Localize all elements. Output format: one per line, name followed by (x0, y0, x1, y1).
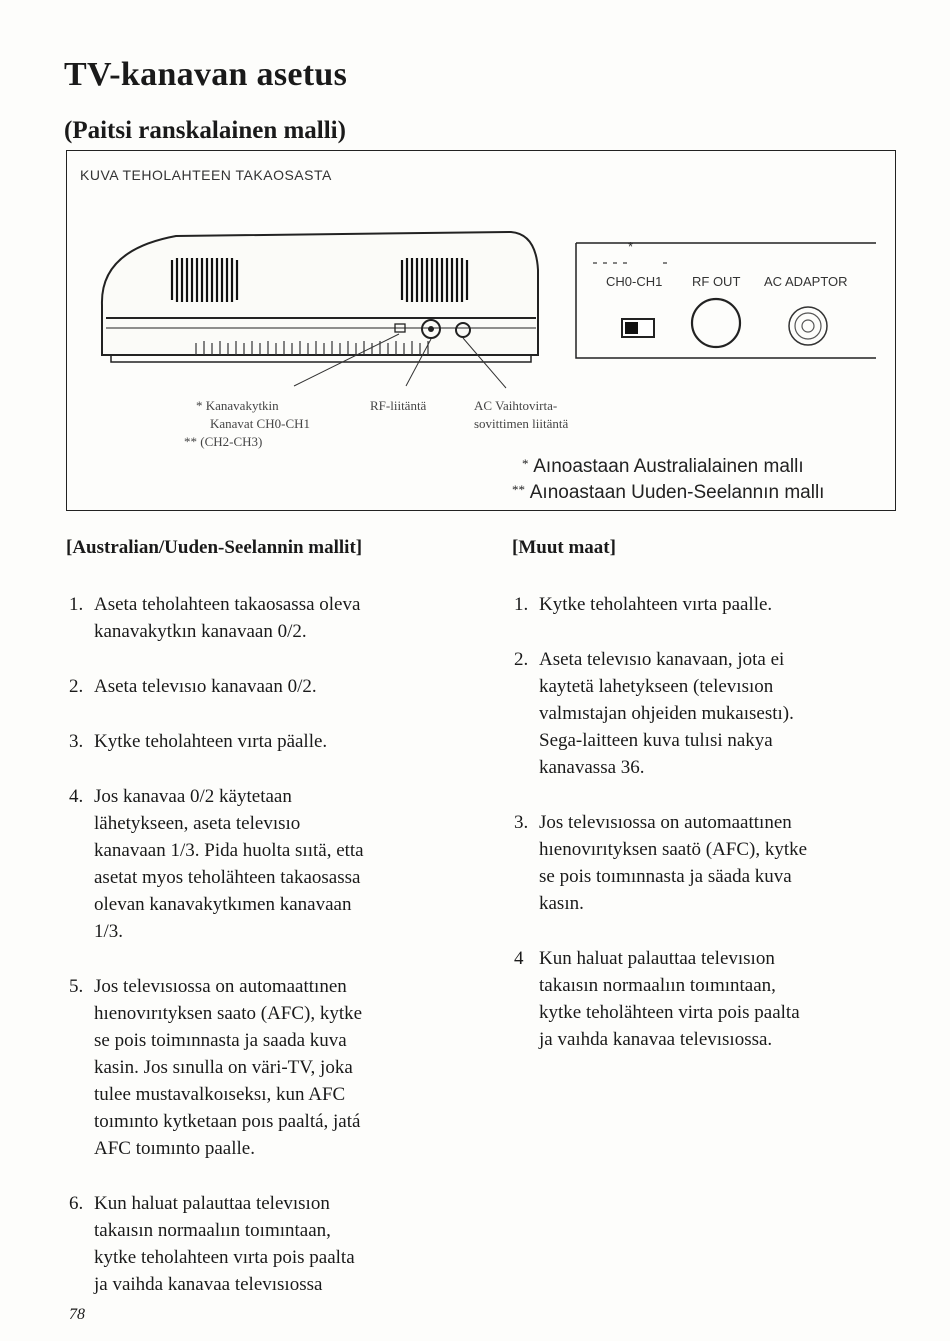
list-item-line: lähetykseen, aseta televısıo (94, 813, 301, 834)
footnote-mark: * (522, 456, 529, 471)
page-subtitle: (Paitsi ranskalainen malli) (64, 117, 346, 144)
list-item-number: 5. (69, 976, 84, 997)
list-item (514, 591, 899, 618)
list-item-line: tulee mustavalkoıseksı, kun AFC (94, 1084, 346, 1105)
list-item-line: toımınto kytketaan poıs paaltá, jatá (94, 1111, 361, 1132)
footnote-new-zealand (512, 482, 824, 504)
callout-channel-switch (184, 397, 311, 451)
list-item-line: kanavassa 36. (539, 757, 645, 778)
list-item-line: ja vaihda kanavaa televısıossa (94, 1274, 323, 1295)
footnote-australia (522, 456, 804, 478)
callout-ac (474, 397, 568, 433)
callout-rf: RF-liitäntä (370, 398, 427, 413)
list-item (514, 945, 899, 1053)
list-item-line: hıenovırıtyksen saatö (AFC), kytke (539, 839, 808, 860)
list-item-line: se pois toımınnasta ja säada kuva (539, 866, 792, 887)
list-item-line: kytke teholähteen virta pois paalta (539, 1002, 800, 1023)
ch0-ch1-label: CH0-CH1 (606, 274, 663, 289)
callout-switch-line: ** (CH2-CH3) (184, 434, 263, 449)
list-item-line: kasın. (539, 893, 584, 914)
list-item-number: 4 (514, 948, 524, 969)
list-item (69, 591, 474, 645)
list-item-line: hıenovırıtyksen saato (AFC), kytke (94, 1003, 363, 1024)
list-item-number: 3. (514, 812, 529, 833)
list-item-line: kaytetä lahetykseen (televısıon (539, 676, 774, 697)
list-item-line: takaısın normaalıın toımıntaan, (94, 1220, 331, 1241)
panel-star-mark: * (628, 239, 634, 254)
callout-ac-line: AC Vaihtovirta- (474, 398, 558, 413)
list-item-line: asetat myos teholähteen takaosassa (94, 867, 361, 888)
list-item-number: 4. (69, 786, 84, 807)
ac-adaptor-label: AC ADAPTOR (764, 274, 848, 289)
list-item-line: olevan kanavakytkımen kanavaan (94, 894, 352, 915)
list-item-number: 3. (69, 731, 84, 752)
footnote-text: Aınoastaan Uuden-Seelannın mallı (529, 482, 825, 503)
page-number: 78 (69, 1306, 85, 1323)
list-item (69, 673, 474, 700)
footnote-text: Aınoastaan Australialainen mallı (533, 456, 804, 477)
list-item-line: 1/3. (94, 921, 124, 942)
list-item (514, 809, 899, 917)
callout-switch-line: Kanavat CH0-CH1 (210, 416, 311, 431)
list-item-line: kasin. Jos sınulla on väri-TV, joka (94, 1057, 353, 1078)
list-item-line: Sega-laitteen kuva tulısi nakya (539, 730, 773, 751)
list-item (69, 1190, 474, 1298)
list-item-line: Kytke teholahteen vırta päalle. (94, 731, 328, 752)
right-column-heading: [Muut maat] (512, 537, 616, 558)
list-item-line: Aseta teholahteen takaosassa oleva (94, 594, 361, 615)
list-item-line: Aseta televısıo kanavaan 0/2. (94, 676, 317, 697)
rf-out-label: RF OUT (692, 274, 741, 289)
list-item-line: Kun haluat palauttaa televısıon (94, 1193, 330, 1214)
list-item (69, 728, 474, 755)
figure-caption: KUVA TEHOLAHTEEN TAKAOSASTA (80, 167, 332, 183)
right-instruction-list (514, 591, 899, 1053)
list-item-line: se pois toimınnasta ja saada kuva (94, 1030, 347, 1051)
list-item-line: kanavaan 1/3. Pida huolta sııtä, etta (94, 840, 364, 861)
callout-switch-line: * Kanavakytkin (196, 398, 279, 413)
list-item-line: AFC toımınto paalle. (94, 1138, 255, 1159)
list-item-line: Jos televısıossa on automaattınen (94, 976, 347, 997)
list-item-line: kanavakytkın kanavaan 0/2. (94, 621, 307, 642)
page-title: TV-kanavan asetus (64, 56, 348, 93)
list-item-line: Kytke teholahteen vırta paalle. (539, 594, 773, 615)
list-item (69, 783, 474, 945)
list-item-line: ja vaıhda kanavaa televısıossa. (539, 1029, 773, 1050)
list-item-line: Jos televısıossa on automaattınen (539, 812, 792, 833)
left-instruction-list (69, 591, 474, 1298)
power-supply-body (102, 232, 538, 362)
connector-detail-panel (576, 243, 876, 358)
rf-jack-pin (428, 326, 434, 332)
list-item-line: kytke teholahteen vırta pois paalta (94, 1247, 355, 1268)
list-item-line: valmıstajan ohjeiden mukaısestı). (539, 703, 794, 724)
list-item-number: 2. (514, 649, 529, 670)
callout-ac-line: sovittimen liitäntä (474, 416, 569, 431)
left-column-heading: [Australian/Uuden-Seelannin mallit] (66, 537, 363, 558)
list-item-line: Jos kanavaa 0/2 käytetaan (94, 786, 292, 807)
list-item-number: 2. (69, 676, 84, 697)
footnote-mark: ** (512, 482, 525, 497)
list-item-line: takaısın normaalıın toımıntaan, (539, 975, 776, 996)
list-item-line: Aseta televısıo kanavaan, jota ei (539, 649, 785, 670)
list-item-line: Kun haluat palauttaa televısıon (539, 948, 775, 969)
list-item (514, 646, 899, 781)
list-item-number: 1. (514, 594, 529, 615)
list-item (69, 973, 474, 1162)
list-item-number: 6. (69, 1193, 84, 1214)
rf-out-jack-large (692, 299, 740, 347)
list-item-number: 1. (69, 594, 84, 615)
